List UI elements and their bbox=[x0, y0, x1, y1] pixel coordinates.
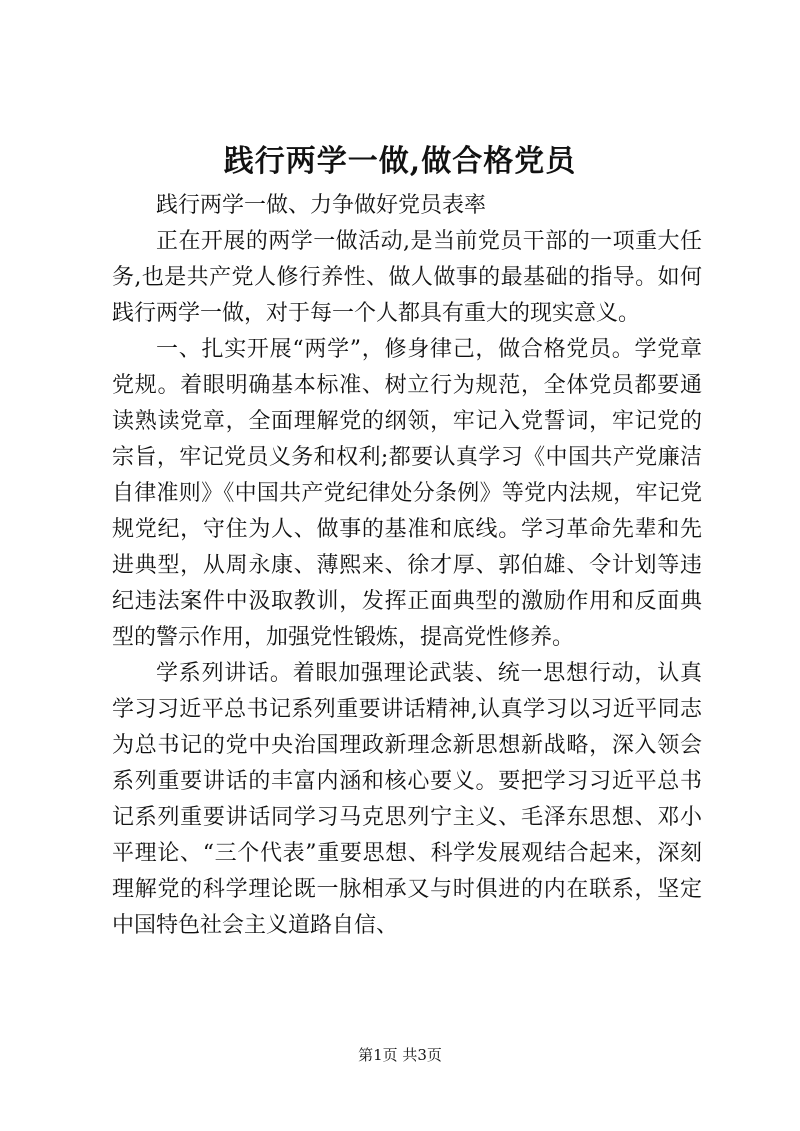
document-title: 践行两学一做,做合格党员 bbox=[223, 144, 577, 179]
section-one-paragraph: 一、扎实开展“两学”，修身律己，做合格党员。学党章党规。着眼明确基本标准、树立行为规范，全体党员都要通读熟读党章，全面理解党的纲领，牢记入党誓词，牢记党的宗旨，牢记党员义务和权利;都要认真学习《中国共产党廉洁自律准则》《中国共产党纪律处分条例》等党内法规，牢记党规党纪，守住为人、做事的基准和底线。学习革命先辈和先进典型，从周永康、薄熙来、徐才厚、郭伯雄、令计划等违纪违法案件中汲取教训，发挥正面典型的激励作用和反面典型的警示作用，加强党性锻炼，提高党性修养。 bbox=[112, 337, 702, 650]
speech-study-paragraph: 学系列讲话。着眼加强理论武装、统一思想行动，认真学习习近平总书记系列重要讲话精神,认真学习以习近平同志为总书记的党中央治国理政新理念新思想新战略，深入领会系列重要讲话的丰富内涵和核心要义。要把学习习近平总书记系列重要讲话同学习马克思列宁主义、毛泽东思想、邓小平理论、“三个代表”重要思想、科学发展观结合起来，深刻理解党的科学理论既一脉相承又与时俱进的内在联系，坚定中国特色社会主义道路自信、 bbox=[112, 661, 702, 938]
document-body bbox=[112, 188, 702, 944]
page-number-footer: 第1页 共3页 bbox=[358, 1046, 442, 1064]
intro-paragraph: 正在开展的两学一做活动,是当前党员干部的一项重大任务,也是共产党人修行养性、做人做事的最基础的指导。如何践行两学一做，对于每一个人都具有重大的现实意义。 bbox=[112, 229, 702, 326]
subtitle-paragraph: 践行两学一做、力争做好党员表率 bbox=[156, 193, 487, 218]
